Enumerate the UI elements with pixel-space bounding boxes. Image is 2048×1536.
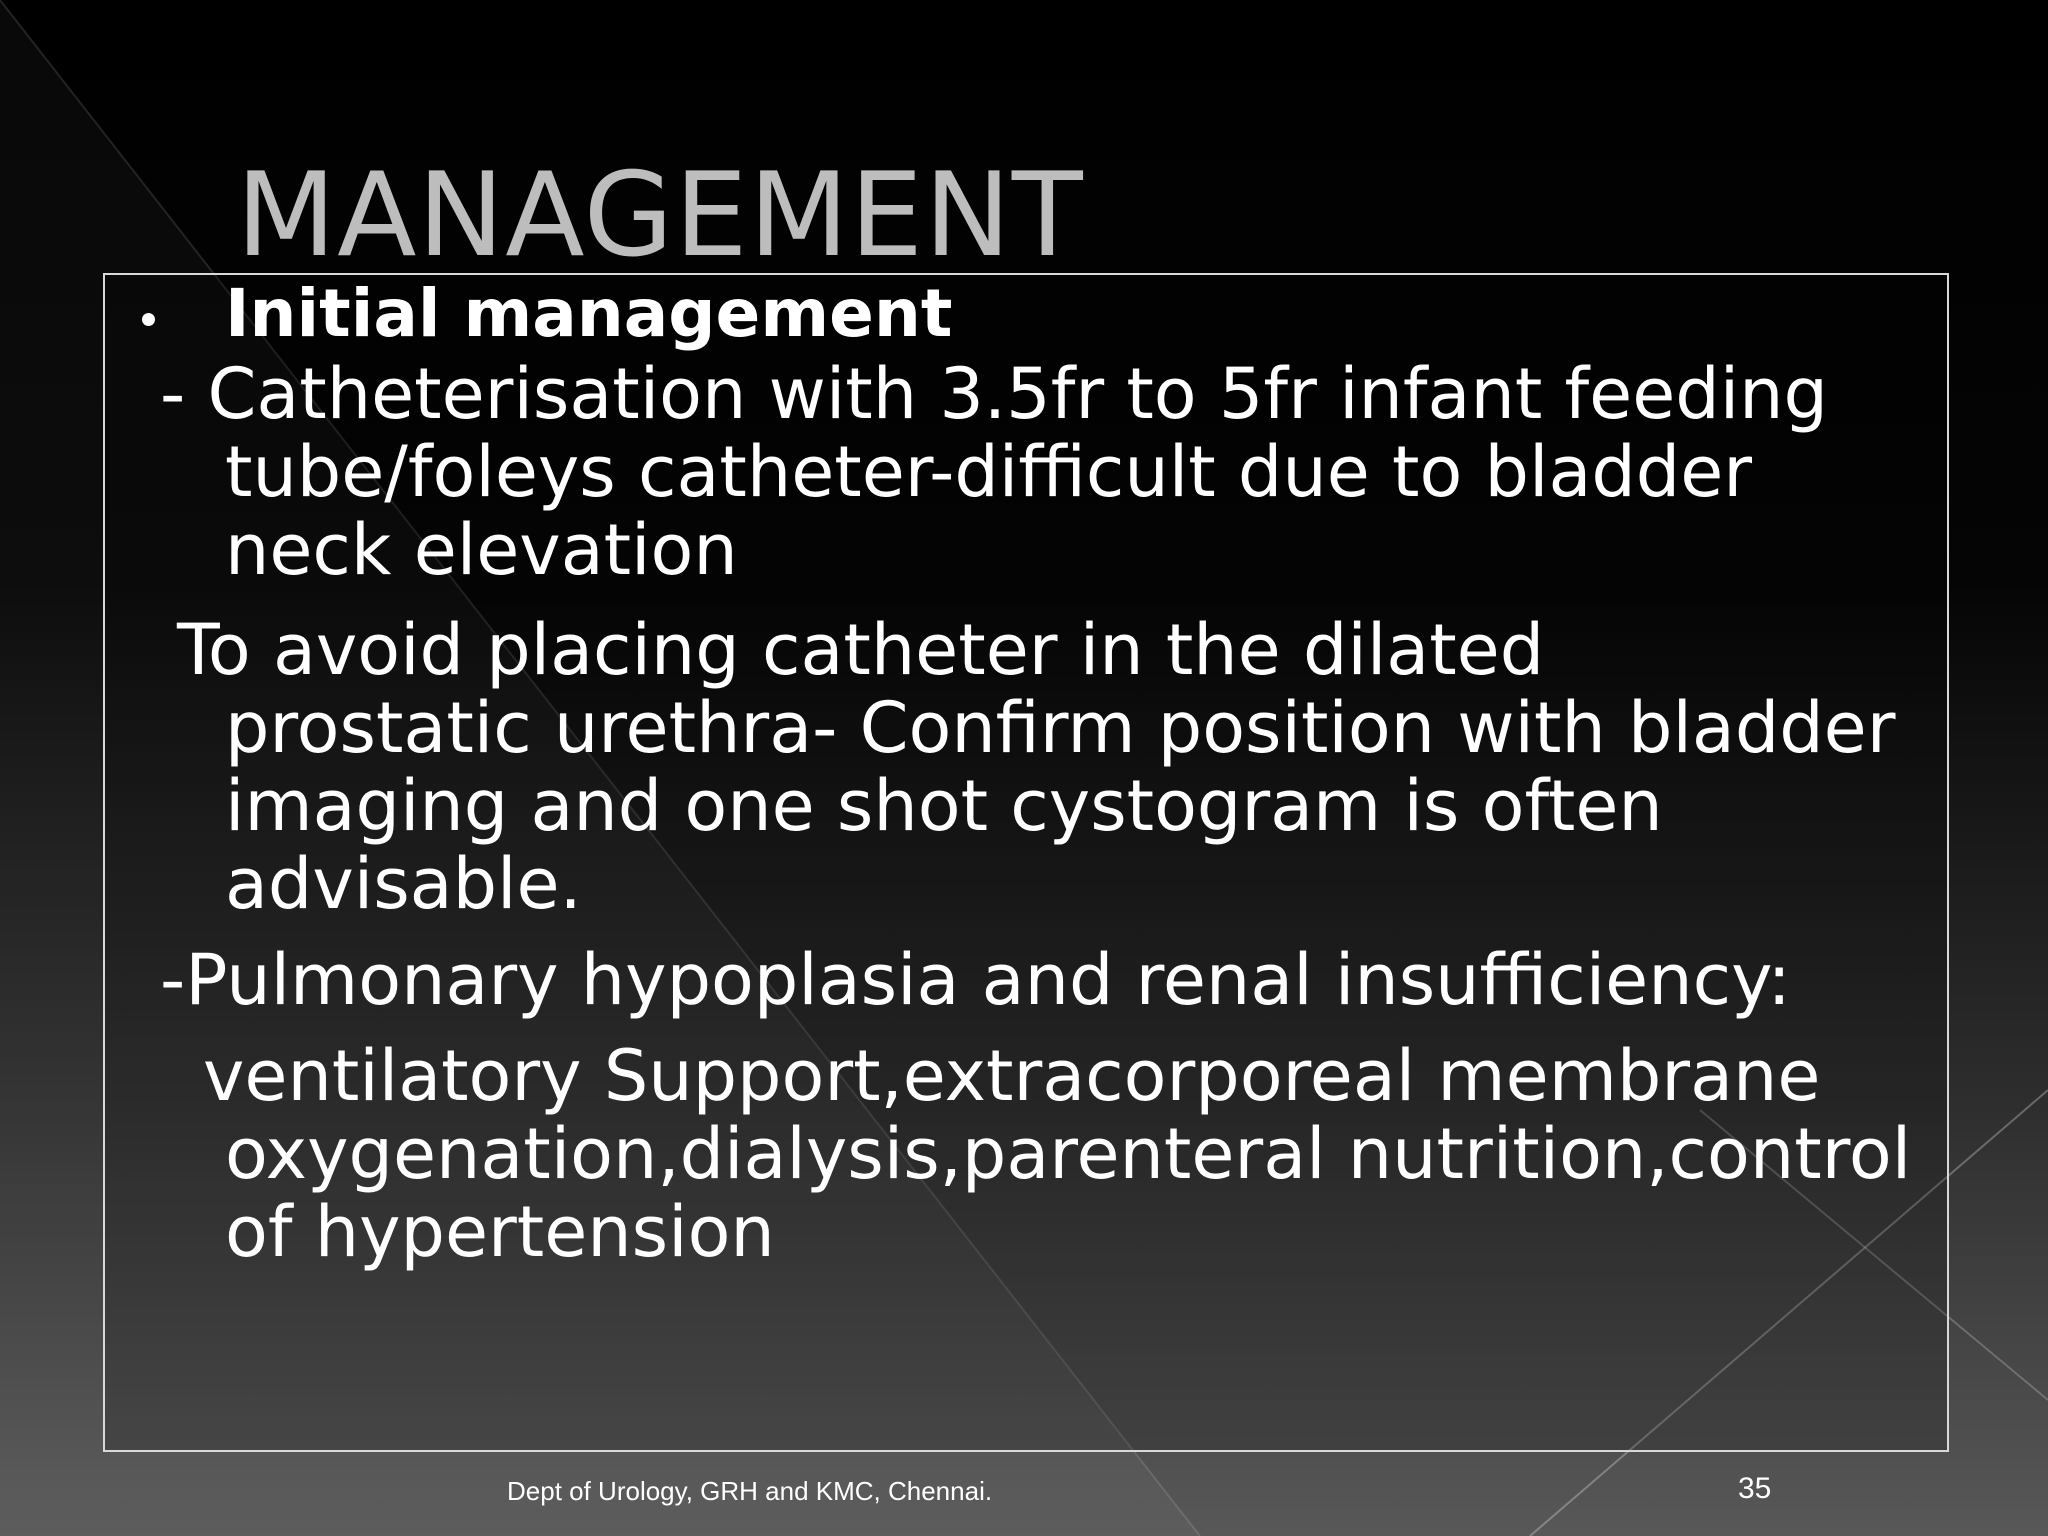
content-line: -Pulmonary hypoplasia and renal insufficiency: [160, 939, 1791, 1021]
content-line: neck elevation [225, 509, 738, 591]
initial-management-heading: Initial management [225, 275, 953, 352]
content-line: tube/foleys catheter-difficult due to bladder [225, 431, 1753, 513]
content-line: - Catheterisation with 3.5fr to 5fr infant feeding [160, 353, 1828, 435]
page-number: 35 [1738, 1472, 1772, 1505]
footer-text: Dept of Urology, GRH and KMC, Chennai. [507, 1476, 993, 1506]
content-line: imaging and one shot cystogram is often [225, 765, 1663, 847]
content-line: To avoid placing catheter in the dilated [177, 609, 1545, 691]
content-box [103, 273, 1949, 1452]
content-line: prostatic urethra- Confirm position with bladder [225, 687, 1896, 769]
slide-title: MANAGEMENT [236, 148, 1084, 283]
content-line: ventilatory Support,extracorporeal membrane [203, 1035, 1821, 1117]
content-line: of hypertension [225, 1191, 775, 1273]
body-text [105, 275, 1947, 1450]
bullet-icon [142, 313, 155, 326]
content-line: advisable. [225, 843, 582, 925]
content-line: oxygenation,dialysis,parenteral nutrition,control [225, 1113, 1912, 1195]
